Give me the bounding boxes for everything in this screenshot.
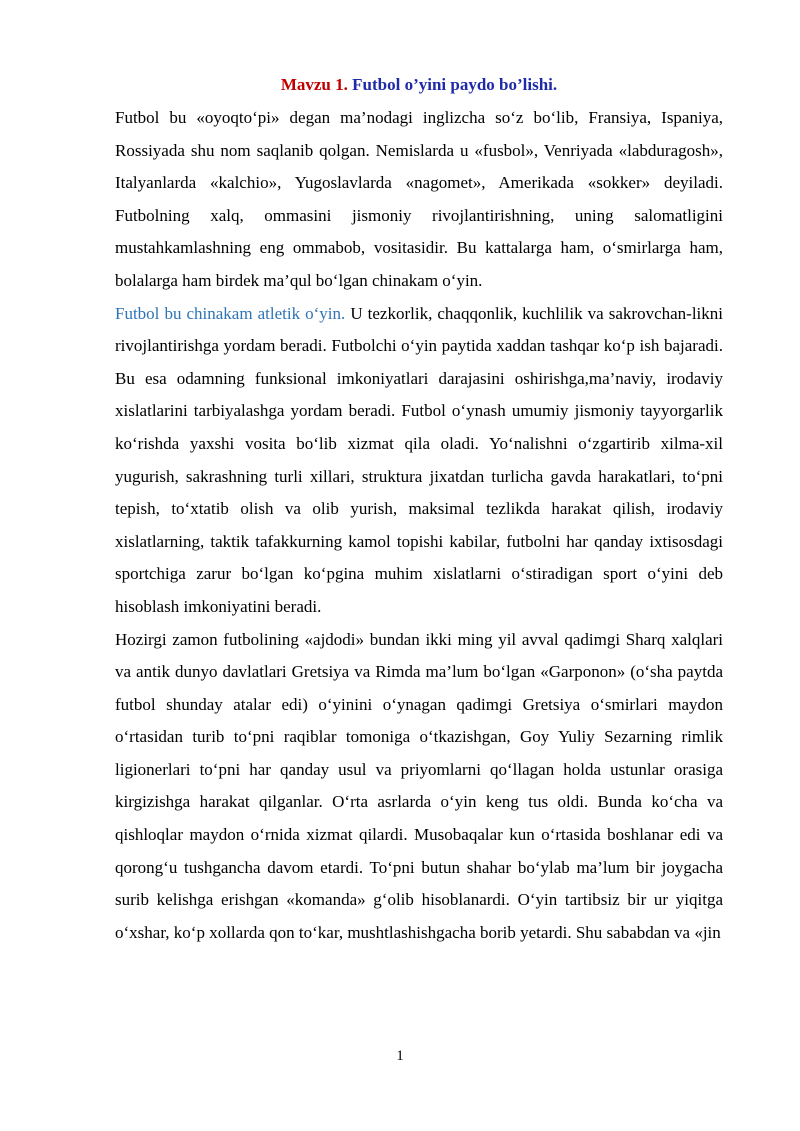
document-page	[115, 74, 723, 949]
page-number: 1	[396, 1048, 404, 1064]
title-text: Futbol o’yini paydo bo’lishi.	[347, 75, 558, 94]
paragraph-2	[115, 298, 723, 624]
document-title	[115, 74, 723, 96]
paragraph-2-body: U tezkorlik, chaqqonlik, kuchlilik va sakrovchan-likni rivojlantirishga yordam beradi. Futbolchi o‘yin paytida xaddan tashqar ko‘p ish bajaradi. Bu esa odamning funksional imkoniyatlari darajasini oshirishga,ma’naviy, irodaviy xislatlarini tarbiyalashga yordam beradi. Futbol o‘ynash umumiy jismoniy tayyorgarlik ko‘rishda yaxshi vosita bo‘lib xizmat qila oladi. Yo‘nalishni o‘zgartirib xilma-xil yugurish, sakrashning turli xillari, struktura jixatdan turlicha gavda harakatlari, to‘pni tepish, to‘xtatib olish va olib yurish, maksimal tezlikda harakat qilish, irodaviy xislatlarning, taktik tafakkurning kamol topishi kabilar, futbolni har qanday ixtisosdagi sportchiga zarur bo‘lgan ko‘pgina muhim xislatlarni o‘stiradigan sport o‘yini deb hisoblash imkoniyatini beradi.	[115, 303, 723, 616]
paragraph-3: Hozirgi zamon futbolining «ajdodi» bundan ikki ming yil avval qadimgi Sharq xalqlari va antik dunyo davlatlari Gretsiya va Rimda ma’lum bo‘lgan «Garponon» (o‘sha paytda futbol shunday atalar edi) o‘yinini o‘ynagan qadimgi Gretsiya o‘smirlari maydon o‘rtasidan turib to‘pni raqiblar tomoniga o‘tkazishgan, Goy Yuliy Sezarning rimlik ligionerlari to‘pni har qanday usul va priyomlarni qo‘llagan holda ustunlar orasiga kirgizishga harakat qilganlar. O‘rta asrlarda o‘yin keng tus oldi. Bunda ko‘cha va qishloqlar maydon o‘rnida xizmat qilardi. Musobaqalar kun o‘rtasida boshlanar edi va qorong‘u tushgancha davom etardi. To‘pni butun shahar bo‘ylab ma’lum bir joygacha surib kelishga erishgan «komanda» g‘olib hisoblanardi. O‘yin tartibsiz bir ur yiqitga o‘xshar, ko‘p xollarda qon to‘kar, mushtlashishgacha borib yetardi. Shu sababdan va «jin	[115, 629, 723, 942]
paragraph-2-lead: Futbol bu chinakam atletik o‘yin.	[115, 303, 346, 323]
paragraph-1: Futbol bu «oyoqto‘pi» degan ma’nodagi inglizcha so‘z bo‘lib, Fransiya, Ispaniya, Rossiyada shu nom saqlanib qolgan. Nemislarda u «fusbol», Venriyada «labduragosh», Italyanlarda «kalchio», Yugoslavlarda «nagomet», Amerikada «sokker» deyiladi. Futbolning xalq, ommasini jismoniy rivojlantirishning, uning salomatligini mustahkamlashning eng ommabob, vositasidir. Bu kattalarga ham, o‘smirlarga ham, bolalarga ham birdek ma’qul bo‘lgan chinakam o‘yin.	[115, 108, 723, 290]
title-topic-number: Mavzu 1.	[280, 75, 348, 94]
